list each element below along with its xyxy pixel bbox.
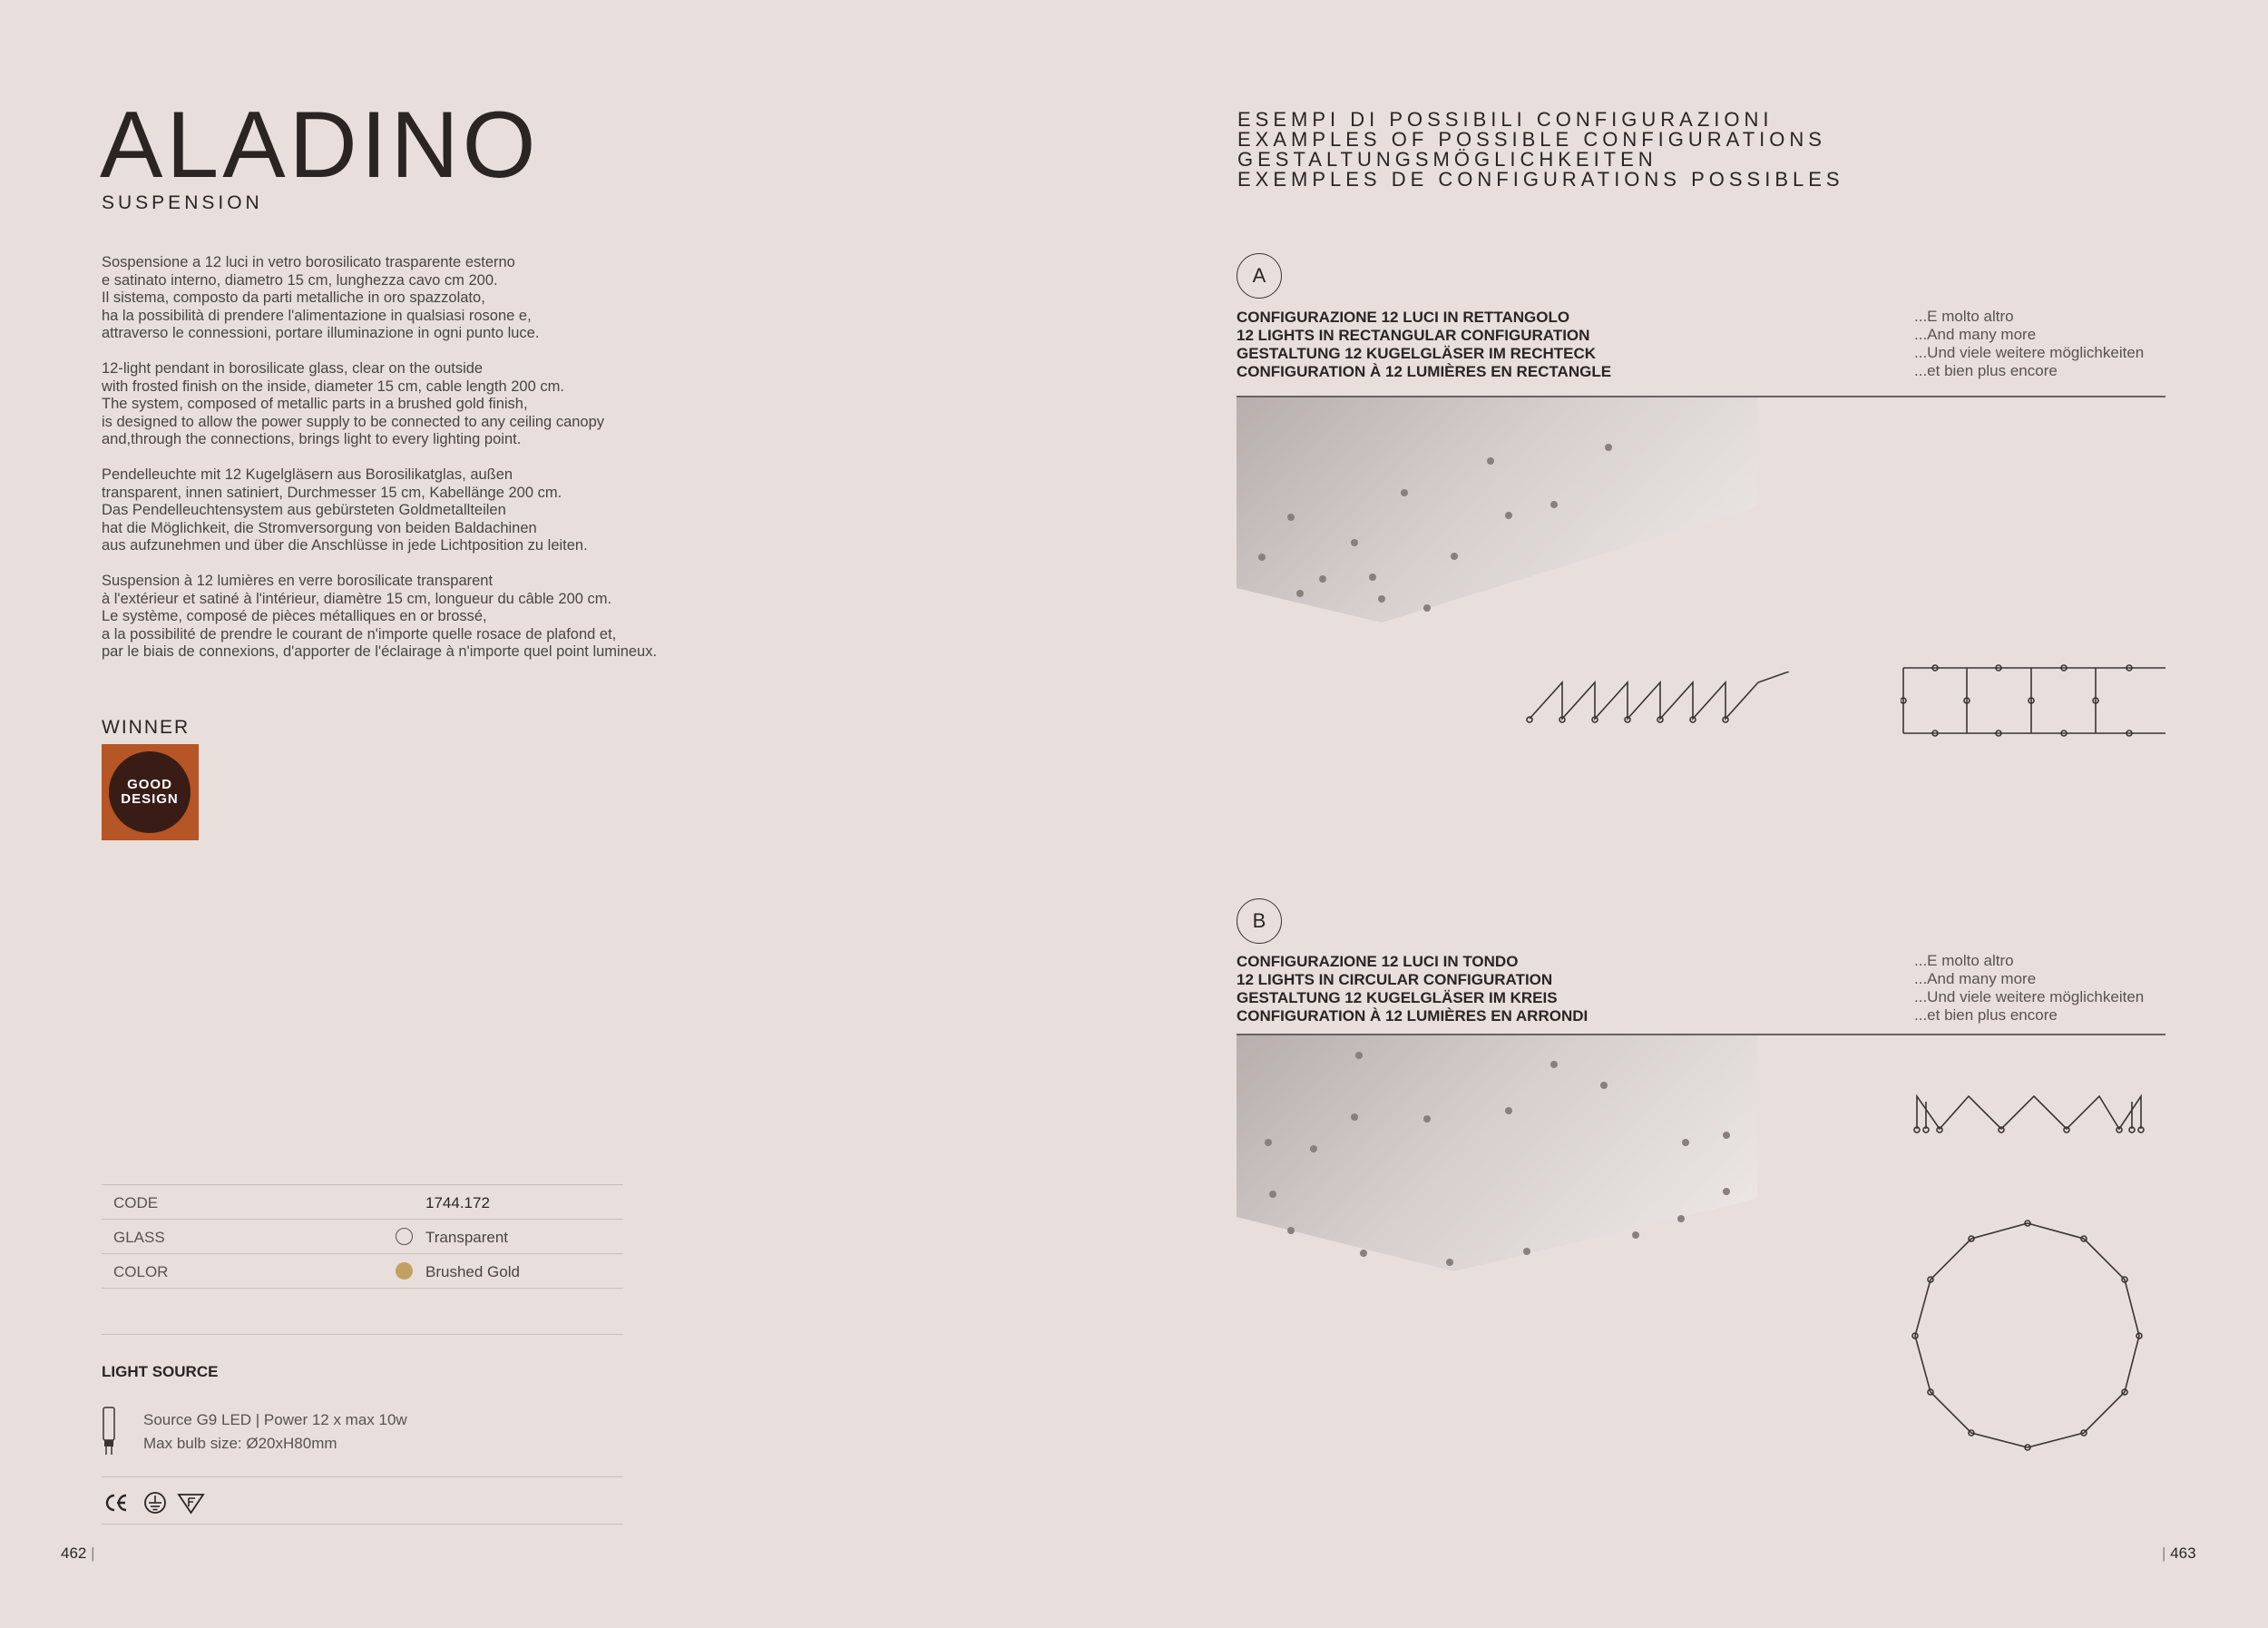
spec-row-glass <box>102 1219 623 1253</box>
more-line: ...Und viele weitere möglichkeiten <box>1914 988 2145 1005</box>
product-description <box>102 254 755 679</box>
config-b-line: CONFIGURATION À 12 LUMIÈRES EN ARRONDI <box>1237 1007 1589 1025</box>
config-b-line: CONFIGURAZIONE 12 LUCI IN TONDO <box>1237 953 1519 970</box>
color-swatch-icon <box>396 1262 413 1280</box>
g9-bulb-icon <box>102 1407 116 1456</box>
heading-english: EXAMPLES OF POSSIBLE CONFIGURATIONS <box>1237 128 1826 151</box>
page-number: 462 <box>61 1545 87 1562</box>
config-a-pendant-photo <box>1237 397 1757 623</box>
spec-row-color <box>102 1253 623 1289</box>
config-letter-a: A <box>1237 253 1282 299</box>
config-b-photo <box>1237 1035 1757 1271</box>
product-subtitle: SUSPENSION <box>102 192 263 213</box>
description-english: 12-light pendant in borosilicate glass, clear on the outside with frosted finish on the inside, diameter 15 cm, cable length 200 cm. The system, composed of metallic parts in a brushed gold finish, is designed to allow the power supply to be connected to any ceiling canopy and,through the connections, brings light to every lighting point. <box>102 360 605 447</box>
spec-value: 1744.172 <box>425 1194 490 1211</box>
spec-value: Transparent <box>425 1229 509 1246</box>
more-line: ...And many more <box>1914 326 2037 343</box>
config-b-pendant-photo <box>1237 1035 1757 1271</box>
spec-label: COLOR <box>113 1263 169 1280</box>
good-design-logo <box>102 744 199 840</box>
config-a-line: CONFIGURATION À 12 LUMIÈRES EN RECTANGLE <box>1237 363 1612 380</box>
light-source-line2: Max bulb size: Ø20xH80mm <box>143 1435 337 1452</box>
config-b-line: 12 LIGHTS IN CIRCULAR CONFIGURATION <box>1237 971 1553 988</box>
more-line: ...et bien plus encore <box>1914 1006 2058 1024</box>
config-b-line: GESTALTUNG 12 KUGELGLÄSER IM KREIS <box>1237 989 1558 1006</box>
configurations-heading <box>1237 110 1844 190</box>
spec-row-code <box>102 1184 623 1219</box>
config-a-line: 12 LIGHTS IN RECTANGULAR CONFIGURATION <box>1237 327 1590 344</box>
config-a-rectangle-diagram <box>1901 659 2168 740</box>
divider <box>102 1334 623 1335</box>
config-a-line: GESTALTUNG 12 KUGELGLÄSER IM RECHTECK <box>1237 345 1597 362</box>
spec-label: GLASS <box>113 1229 165 1246</box>
config-a-more <box>1914 308 2144 380</box>
config-letter-b: B <box>1237 898 1282 944</box>
config-b-zigzag-diagram <box>1912 1089 2148 1136</box>
award-label: WINNER <box>102 717 191 738</box>
page-number: 463 <box>2170 1545 2196 1562</box>
heading-german: GESTALTUNGSMÖGLICHKEITEN <box>1237 148 1657 171</box>
heading-italian: ESEMPI DI POSSIBILI CONFIGURAZIONI <box>1237 108 1774 131</box>
more-line: ...et bien plus encore <box>1914 362 2058 379</box>
config-a-photo <box>1237 397 1757 623</box>
config-a-title <box>1237 309 1611 381</box>
more-line: ...Und viele weitere möglichkeiten <box>1914 344 2145 361</box>
certifications <box>102 1491 210 1515</box>
page-number-right: | 463 <box>2162 1545 2196 1562</box>
config-a-line: CONFIGURAZIONE 12 LUCI IN RETTANGOLO <box>1237 309 1570 326</box>
more-line: ...E molto altro <box>1914 952 2014 969</box>
product-title: ALADINO <box>100 93 540 198</box>
description-italian: Sospensione a 12 luci in vetro borosilicato trasparente esterno e satinato interno, diametro 15 cm, lunghezza cavo cm 200. Il sistema, composto da parti metalliche in oro spazzolato, ha la possibilità di prendere l'alimentazione in qualsiasi rosone e, attraverso le connessioni, portare illuminazione in ogni punto luce. <box>102 254 540 341</box>
divider <box>102 1476 623 1477</box>
config-a-zigzag-diagram <box>1524 672 1796 728</box>
config-b-circle-diagram <box>1910 1218 2146 1454</box>
glass-swatch-icon <box>396 1228 413 1245</box>
config-b-more <box>1914 952 2144 1025</box>
more-line: ...And many more <box>1914 970 2037 987</box>
good-design-badge-line1: GOOD <box>127 777 172 792</box>
divider <box>102 1524 623 1525</box>
f-mark-icon <box>179 1495 203 1513</box>
heading-french: EXEMPLES DE CONFIGURATIONS POSSIBLES <box>1237 168 1844 191</box>
light-source-title: LIGHT SOURCE <box>102 1363 219 1380</box>
spec-table <box>102 1184 623 1289</box>
description-french: Suspension à 12 lumières en verre borosilicate transparent à l'extérieur et satiné à l'intérieur, diamètre 15 cm, longueur du câble 200 cm. Le système, composé de pièces métalliques en or brossé, a la possibilité de prendre le courant de n'importe quelle rosace de plafond et, par le biais de connexions, d'apporter de l'éclairage à n'importe quel point lumineux. <box>102 573 658 660</box>
description-german: Pendelleuchte mit 12 Kugelgläsern aus Borosilikatglas, außen transparent, innen satiniert, Durchmesser 15 cm, Kabellänge 200 cm. Das Pendelleuchtensystem aus gebürsteten Goldmetallteilen hat die Möglichkeit, die Stromversorgung von beiden Baldachinen aus aufzunehmen und über die Anschlüsse in jede Lichtposition zu leiten. <box>102 466 588 554</box>
good-design-badge-line2: DESIGN <box>121 791 179 807</box>
light-source-details <box>143 1408 407 1456</box>
ce-mark-icon <box>107 1496 126 1510</box>
good-design-badge <box>109 751 191 833</box>
page-number-left: 462 | <box>61 1545 95 1562</box>
more-line: ...E molto altro <box>1914 308 2014 325</box>
earth-ground-icon <box>145 1493 165 1513</box>
light-source-line1: Source G9 LED | Power 12 x max 10w <box>143 1411 407 1428</box>
spec-label: CODE <box>113 1194 159 1211</box>
config-b-title <box>1237 953 1588 1025</box>
spec-value: Brushed Gold <box>425 1263 520 1280</box>
